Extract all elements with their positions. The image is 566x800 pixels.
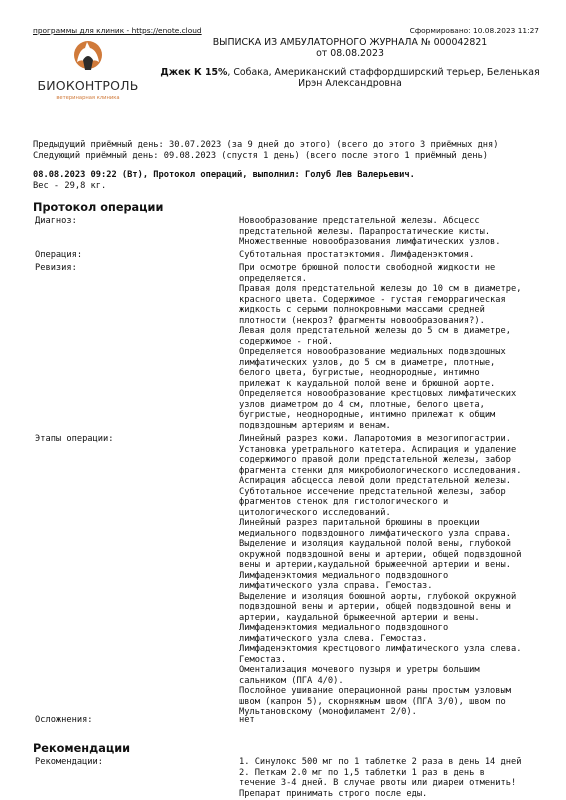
row-value: Субтотальная простатэктомия. Лимфаденэктомия. <box>239 250 475 260</box>
row-value: Линейный разрез кожи. Лапаротомия в мезогипогастрии. Установка уретрального катетера. Аспирация и удаление содержимого правой доли предстательной железы, забор фрагмента стенки для микробиологического исследования. Аспирация абсцесса левой доли предстательной железы. Субтотальное иссечение предстательной железы, забор фрагментов стенок для гистологического и цитологического исследований. Линейный разрез паритальной брюшины в проекции медиального подвздошного лимфатического узла справа. Выделение и изоляция каудальной полой вены, глубокой окружной подвздошной вены и артерии, общей подвздошной вены и артерии,каудальной брыжеечной артерии и вены. Лимфаденэктомия медиального подвздошного лимфатического узла справа. Гемостаз. Выделение и изоляция боюшной аорты, глубокой окружной подвздошной вены и артерии, общей подвздошной вены и артерии, каудальной брыжеечной артерии и вены. Лимфаденэктомия медиального подвздошного лимфатического узла слева. Гемостаз. Лимфаденэктомия крестцового лимфатического узла слева. Гемостаз. Оментализация мочевого пузыря и уретры большим сальником (ПГА 4/0). Послойное ушивание операционной раны простым узловым швом (капрон 5), скорняжным швом (ПГА 3/0), швом по Мультановскому (монофиламент 2/0). <box>239 434 522 717</box>
software-link[interactable]: программы для клиник - https://enote.cloud <box>33 26 202 35</box>
clinic-logo-name: БИОКОНТРОЛЬ <box>37 78 139 93</box>
visit-info <box>33 140 553 162</box>
row-label: Рекомендации: <box>35 757 103 767</box>
protocol-row-revision <box>33 263 543 434</box>
row-value: 1. Синулокс 500 мг по 1 таблетке 2 раза в день 14 дней 2. Петкам 2.0 мг по 1,5 таблетки 1 раз в день в течение 3-4 дней. В случае рвоты или диареи отменить! Препарат принимать строго после еды. <box>239 757 522 799</box>
entry-heading: 08.08.2023 09:22 (Вт), Протокол операций, выполнил: Голуб Лев Валерьевич. <box>33 170 415 180</box>
document-title: ВЫПИСКА ИЗ АМБУЛАТОРНОГО ЖУРНАЛА № 000042821 <box>212 37 488 48</box>
row-label: Ревизия: <box>35 263 77 273</box>
protocol-section-title: Протокол операции <box>33 201 164 214</box>
patient-line <box>150 67 550 78</box>
row-value: нет <box>239 715 255 725</box>
owner-name: Ирэн Александровна <box>298 78 402 89</box>
protocol-row-operation <box>33 250 543 263</box>
patient-weight: Вес - 29,8 кг. <box>33 181 107 191</box>
document-header <box>150 37 550 89</box>
row-label: Операция: <box>35 250 83 260</box>
protocol-row-complications <box>33 715 543 727</box>
row-value: Новообразование предстательной железы. Абсцесс предстательной железы. Парапростатические кисты. Множественные новообразования лимфатических узлов. <box>239 216 501 247</box>
recommendations-section-title: Рекомендации <box>33 742 131 755</box>
row-label: Диагноз: <box>35 216 77 226</box>
clinic-logo-subtitle: ветеринарная клиника <box>56 95 120 101</box>
fox-logo-icon <box>74 41 102 70</box>
recommendations-table <box>33 757 543 799</box>
recommendations-row <box>33 757 543 799</box>
entry-info <box>33 170 553 192</box>
row-value: При осмотре брюшной полости свободной жидкости не определяется. Правая доля предстательной железы до 10 см в диаметре, красного цвета. Содержимое - густая геморрагическая жидкость с серыми полнокровными массами средней плотности (некроз? фрагменты новообразования?). Левая доля предстательной железы до 5 см в диаметре, содержимое - гной. Определяется новообразование медиальных подвздошных лимфатических узлов, до 5 см в диаметре, плотные, белого цвета, бугристые, неоднородные, интимно прилежат к каудальной полой вене и брюшной аорте. Определяется новообразование крестцовых лимфатических узлов диаметром до 4 см, плотные, белого цвета, бугристые, неоднородные, интимно прилежат к общим подвздошным артериям и венам. <box>239 263 522 431</box>
protocol-row-stages <box>33 434 543 715</box>
protocol-row-diagnosis <box>33 216 543 250</box>
next-visit: Следующий приёмный день: 09.08.2023 (спустя 1 день) (всего после этого 1 приёмный день) <box>33 151 489 162</box>
generated-timestamp: Сформировано: 10.08.2023 11:27 <box>409 26 539 35</box>
document-date: от 08.08.2023 <box>316 48 384 59</box>
patient-name: Джек К 15% <box>160 67 228 78</box>
protocol-table <box>33 216 543 727</box>
row-label: Осложнения: <box>35 715 93 725</box>
previous-visit: Предыдущий приёмный день: 30.07.2023 (за 9 дней до этого) (всего до этого 3 приёмных дня) <box>33 140 499 150</box>
patient-description: , Собака, Американский стаффордширский терьер, Беленькая <box>227 67 540 78</box>
row-label: Этапы операции: <box>35 434 114 444</box>
